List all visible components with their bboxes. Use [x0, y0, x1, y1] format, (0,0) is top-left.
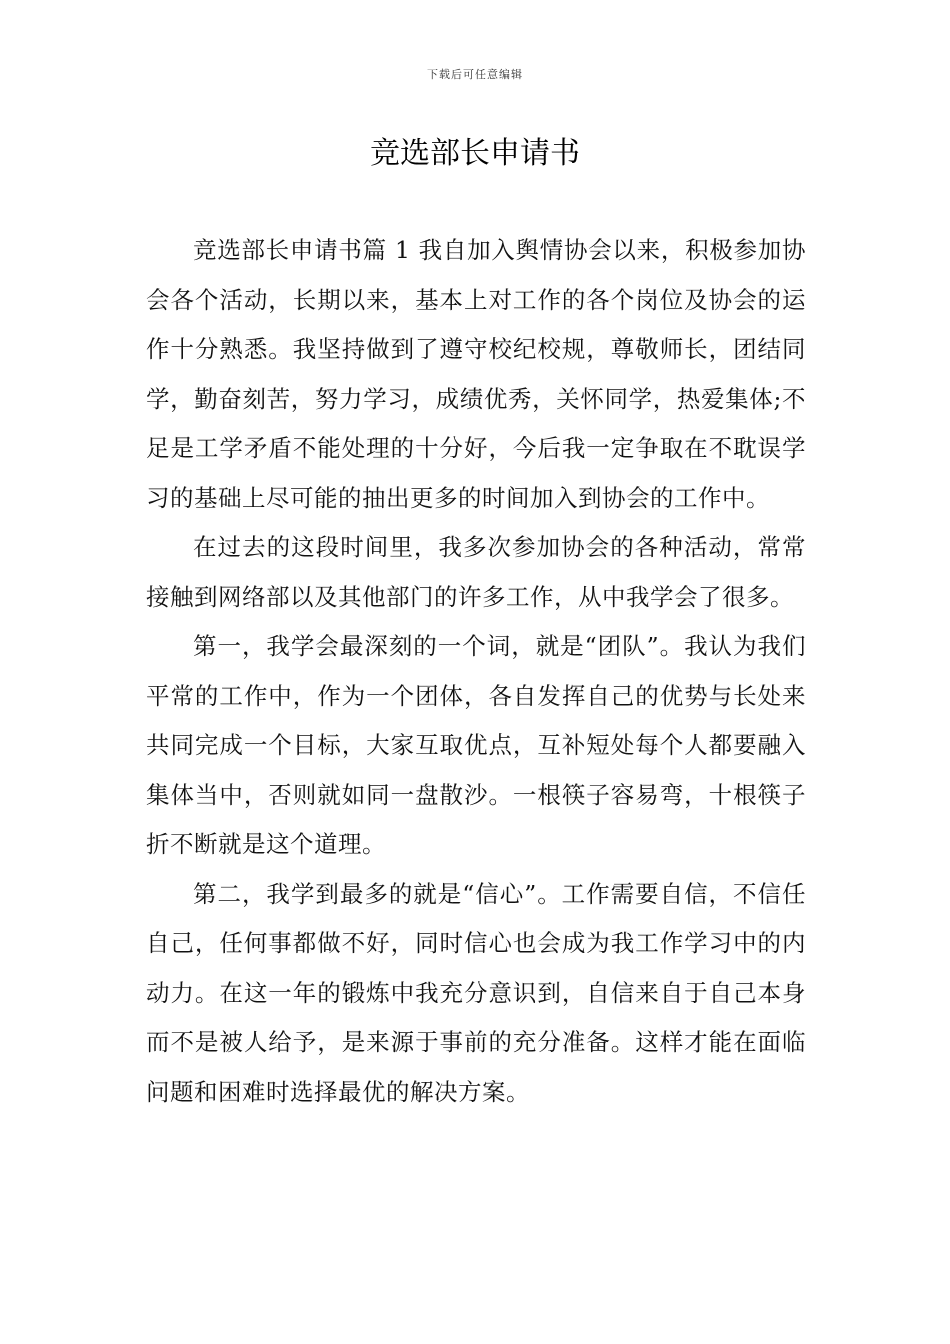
paragraph: 在过去的这段时间里，我多次参加协会的各种活动，常常接触到网络部以及其他部门的许多工作，从中我学会了很多。: [146, 533, 806, 611]
paragraph: 第二，我学到最多的就是“信心”。工作需要自信，不信任自己，任何事都做不好，同时信心也会成为我工作学习中的内动力。在这一年的锻炼中我充分意识到，自信来自于自己本身而不是被人给予，是来源于事前的充分准备。这样才能在面临问题和困难时选择最优的解决方案。: [146, 879, 806, 1106]
document-body: [146, 226, 806, 1117]
document-title: 竞选部长申请书: [370, 136, 580, 171]
paragraph: 第一，我学会最深刻的一个词，就是“团队”。我认为我们平常的工作中，作为一个团体，各自发挥自己的优势与长处来共同完成一个目标，大家互取优点，互补短处每个人都要融入集体当中，否则就如同一盘散沙。一根筷子容易弯，十根筷子折不断就是这个道理。: [146, 632, 806, 858]
header-note: 下载后可任意编辑: [427, 68, 523, 81]
paragraph: 竞选部长申请书篇 1 我自加入舆情协会以来，积极参加协会各个活动，长期以来，基本上对工作的各个岗位及协会的运作十分熟悉。我坚持做到了遵守校纪校规，尊敬师长，团结同学，勤奋刻苦，努力学习，成绩优秀，关怀同学，热爱集体;不足是工学矛盾不能处理的十分好，今后我一定争取在不耽误学习的基础上尽可能的抽出更多的时间加入到协会的工作中。: [146, 236, 806, 512]
